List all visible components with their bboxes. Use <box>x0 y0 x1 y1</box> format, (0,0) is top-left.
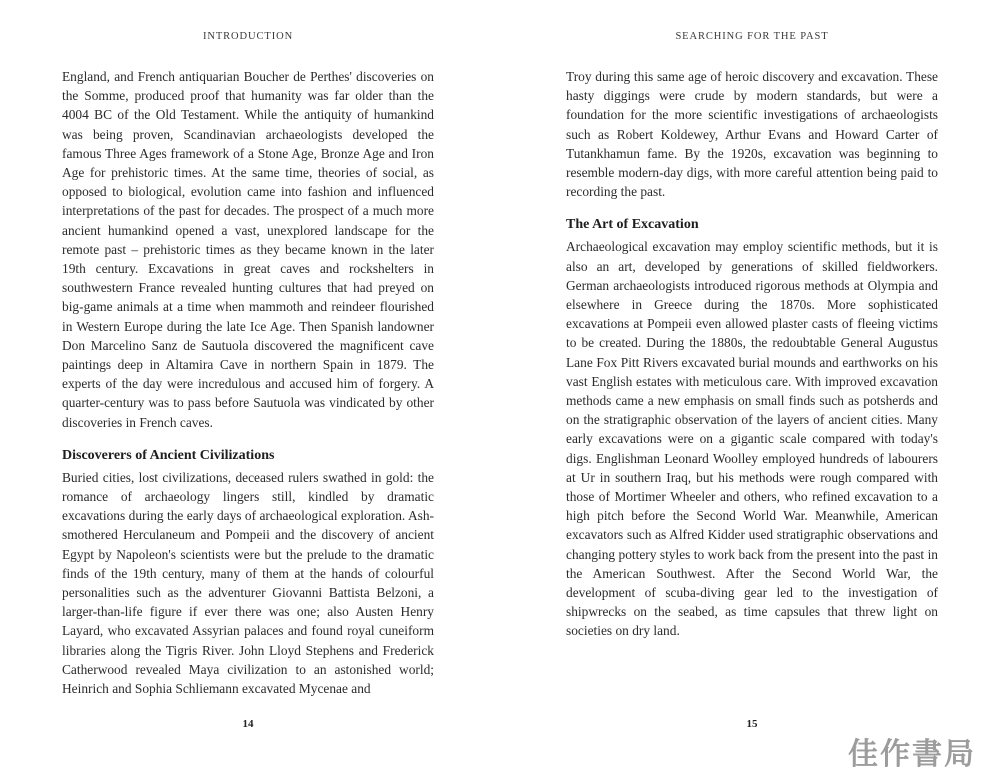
right-page <box>566 0 938 767</box>
right-paragraph-2: Archaeological excavation may employ scientific methods, but it is also an art, developed by generations of skilled fieldworkers. German archaeologists introduced rigorous methods at Olympia and elsewhere in Greece during the 1870s. More sophisticated excavations at Pompeii even allowed plaster casts of fleeing victims to be created. During the 1880s, the redoubtable General Augustus Lane Fox Pitt Rivers excavated burial mounds and earthworks on his vast English estates with meticulous care. With improved excavation methods came a new emphasis on small finds such as potsherds and on the stratigraphic observation of the layers of ancient cities. Many early excavations were on a gigantic scale compared with today's digs. Englishman Leonard Woolley employed hundreds of labourers at Ur in southern Iraq, but his methods were rough compared with those of Mortimer Wheeler and others, who refined excavation to a high pitch before the Second World War. Meanwhile, American excavators such as Alfred Kidder used stratigraphic observations and changing pottery styles to work back from the present into the past in the American Southwest. After the Second World War, the development of scuba-diving gear led to the investigation of shipwrecks on the seabed, as time capsules that threw light on societies on dry land. <box>566 239 938 639</box>
section-heading-art-of-excavation: The Art of Excavation <box>566 217 699 233</box>
right-paragraph-1: Troy during this same age of heroic discovery and excavation. These hasty diggings were crude by modern standards, but were a foundation for the more scientific investigations of archaeologists such as Robert Koldewey, Arthur Evans and Howard Carter of Tutankhamun fame. By the 1920s, excavation was beginning to resemble modern-day digs, with more careful attention being paid to recording the past. <box>566 69 938 200</box>
left-page <box>62 0 434 767</box>
page-number-left: 14 <box>242 718 254 730</box>
publisher-watermark: 佳作書局 <box>848 737 976 772</box>
page-number-right: 15 <box>746 718 758 730</box>
section-heading-discoverers: Discoverers of Ancient Civilizations <box>62 447 275 463</box>
right-page-body <box>566 67 938 641</box>
left-page-body <box>62 67 434 698</box>
running-head-left: INTRODUCTION <box>202 31 294 42</box>
left-paragraph-1: England, and French antiquarian Boucher de Perthes' discoveries on the Somme, produced proof that humanity was far older than the 4004 BC of the Old Testament. While the antiquity of humankind was being proven, Scandinavian archaeologists developed the famous Three Ages framework of a Stone Age, Bronze Age and Iron Age for prehistoric times. At the same time, theories of social, as opposed to biological, evolution came into fashion and influenced interpretations of the past for decades. The prospect of a much more ancient humankind opened a vast, unexplored landscape for the remote past – prehistoric times as they became known in the later 19th century. Excavations in great caves and rockshelters in southwestern France revealed hunting cultures that had preyed on big-game animals at a time when mammoth and reindeer flourished in Western Europe during the late Ice Age. Then Spanish landowner Don Marcelino Sanz de Sautuola discovered the magnificent cave paintings deep in Altamira Cave in northern Spain in 1879. The experts of the day were incredulous and accused him of forgery. A quarter-century was to pass before Sautuola was vindicated by other discoveries in French caves. <box>62 69 434 430</box>
running-head-right: SEARCHING FOR THE PAST <box>675 31 829 42</box>
left-paragraph-2: Buried cities, lost civilizations, deceased rulers swathed in gold: the romance of archaeology lingers still, kindled by dramatic excavations during the early days of archaeological exploration. Ash-smothered Herculaneum and Pompeii and the discovery of ancient Egypt by Napoleon's scientists were but the prelude to the dramatic finds of the 19th century, many of them at the hands of colourful personalities such as the adventurer Giovanni Battista Belzoni, a larger-than-life figure if ever there was one; also Austen Henry Layard, who excavated Assyrian palaces and found royal cuneiform libraries along the Tigris River. John Lloyd Stephens and Frederick Catherwood revealed Maya civilization to an astonished world; Heinrich and Sophia Schliemann excavated Mycenae and <box>62 469 434 697</box>
